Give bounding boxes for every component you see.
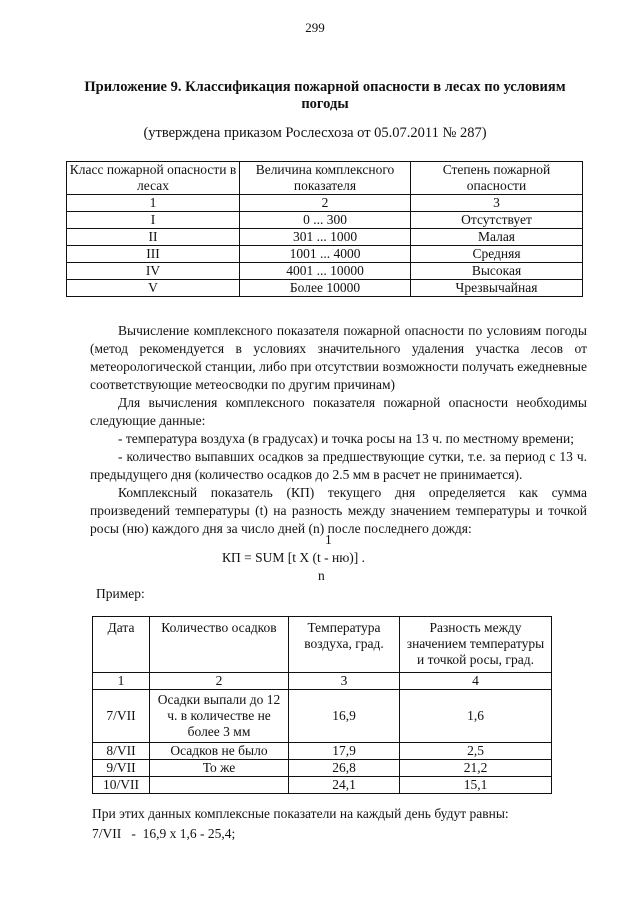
table-cell: V (67, 280, 240, 297)
fire-danger-class-table (66, 161, 583, 297)
table-cell: 7/VII (93, 690, 150, 743)
table-cell: Чрезвычайная (411, 280, 583, 297)
result-line: 7/VII - 16,9 х 1,6 - 25,4; (92, 826, 236, 841)
table-cell (150, 777, 289, 794)
table-header-row (93, 617, 552, 673)
header-cell: Температура воздуха, град. (289, 617, 400, 673)
table-cell: 8/VII (93, 743, 150, 760)
table-cell: 1 (93, 673, 150, 690)
table-cell: 3 (411, 195, 583, 212)
table-row (67, 280, 583, 297)
example-label: Пример: (96, 586, 145, 601)
table-cell: 1,6 (400, 690, 552, 743)
table-row (93, 760, 552, 777)
table-cell: Отсутствует (411, 212, 583, 229)
table-row (67, 246, 583, 263)
table-cell: Осадки выпали до 12 ч. в количестве не более 3 мм (150, 690, 289, 743)
example-table (92, 616, 552, 794)
header-cell: Величина комплексного показателя (240, 162, 411, 195)
table-row (67, 212, 583, 229)
table-cell: 1001 ... 4000 (240, 246, 411, 263)
header-cell: Степень пожарной опасности (411, 162, 583, 195)
paragraph-temperature: - температура воздуха (в градусах) и точка росы на 13 ч. по местному времени; (118, 431, 574, 446)
result-intro: При этих данных комплексные показатели на каждый день будут равны: (92, 806, 509, 821)
header-cell: Класс пожарной опасности в лесах (67, 162, 240, 195)
page-number: 299 (305, 20, 325, 35)
table-cell: 15,1 (400, 777, 552, 794)
table-cell: 17,9 (289, 743, 400, 760)
table-cell: III (67, 246, 240, 263)
table-cell: 1 (67, 195, 240, 212)
table-cell: 10/VII (93, 777, 150, 794)
header-cell: Дата (93, 617, 150, 673)
table-index-row (67, 195, 583, 212)
table-cell: Малая (411, 229, 583, 246)
table-index-row (93, 673, 552, 690)
table-cell: 9/VII (93, 760, 150, 777)
paragraph-definition: Комплексный показатель (КП) текущего дня определяется как сумма произведений температуры (t) на разность между значением температуры и точкой росы (ню) каждого дня за число дней (n) после последнего дождя: (90, 485, 587, 536)
table-cell: 2,5 (400, 743, 552, 760)
table-cell: То же (150, 760, 289, 777)
table-row (93, 743, 552, 760)
table-row (67, 263, 583, 280)
paragraph-precipitation: - количество выпавших осадков за предшествующие сутки, т.е. за период с 13 ч. предыдущего дня (количество осадков до 2.5 мм в расчет не принимается). (90, 449, 587, 482)
table-cell: IV (67, 263, 240, 280)
table-cell: 26,8 (289, 760, 400, 777)
formula-main: КП = SUM [t X (t - ню)] . (222, 550, 366, 565)
table-cell: 4 (400, 673, 552, 690)
table-cell: Высокая (411, 263, 583, 280)
table-cell: 0 ... 300 (240, 212, 411, 229)
table-cell: 16,9 (289, 690, 400, 743)
formula-upper-limit: 1 (325, 532, 332, 547)
table-cell: 2 (150, 673, 289, 690)
table-cell: 24,1 (289, 777, 400, 794)
table-cell: Более 10000 (240, 280, 411, 297)
table-row (67, 229, 583, 246)
table-header-row (67, 162, 583, 195)
table-cell: II (67, 229, 240, 246)
table-cell: I (67, 212, 240, 229)
table-cell: 301 ... 1000 (240, 229, 411, 246)
table-row (93, 777, 552, 794)
table-row (93, 690, 552, 743)
table-cell: 4001 ... 10000 (240, 263, 411, 280)
formula-lower-limit: n (318, 568, 325, 583)
page-title: Приложение 9. Классификация пожарной опасности в лесах по условиям погоды (84, 79, 566, 112)
header-cell: Количество осадков (150, 617, 289, 673)
table-cell: 21,2 (400, 760, 552, 777)
approval-note: (утверждена приказом Рослесхоза от 05.07.2011 № 287) (143, 125, 487, 141)
table-cell: 3 (289, 673, 400, 690)
table-cell: Осадков не было (150, 743, 289, 760)
paragraph-required-data: Для вычисления комплексного показателя пожарной опасности необходимы следующие данные: (90, 395, 587, 428)
table-cell: Средняя (411, 246, 583, 263)
table-cell: 2 (240, 195, 411, 212)
header-cell: Разность между значением температуры и точкой росы, град. (400, 617, 552, 673)
paragraph-method: Вычисление комплексного показателя пожарной опасности по условиям погоды (метод рекомендуется в условиях значительного удаления участка лесов от метеорологической станции, либо при отсутствии возможности получать ежедневные соответствующие метеосводки по другим причинам) (90, 323, 587, 392)
